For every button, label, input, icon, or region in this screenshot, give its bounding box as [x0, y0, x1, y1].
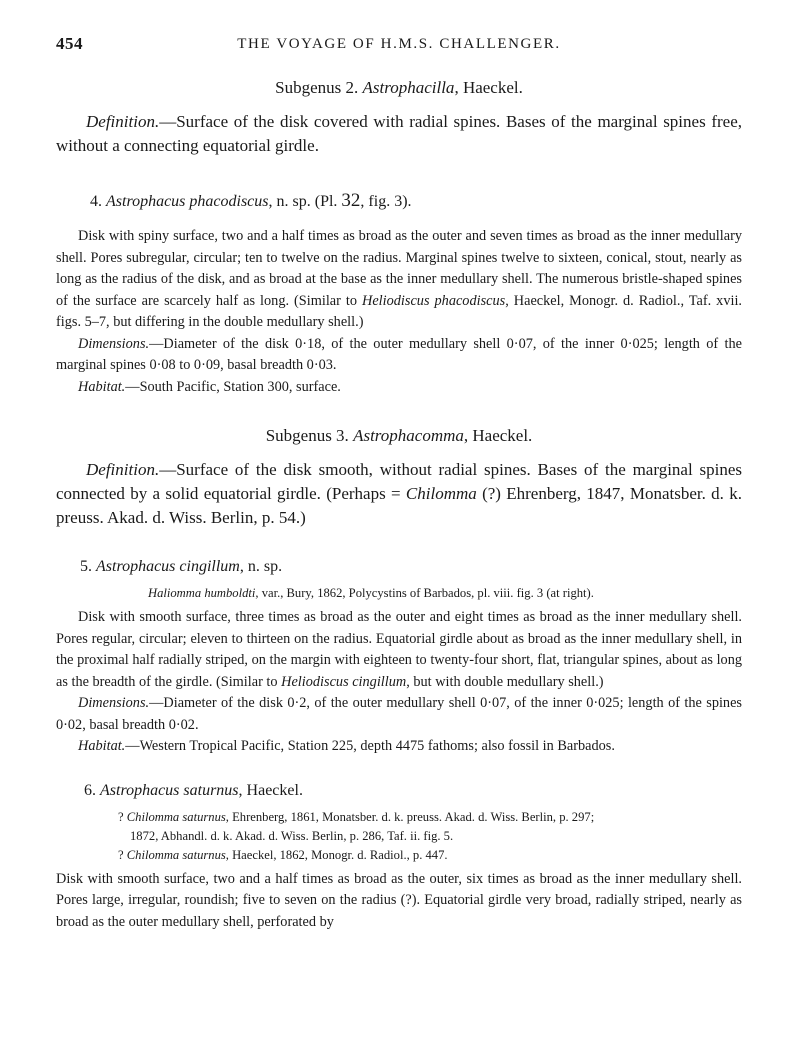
subgenus-2-definition	[56, 110, 742, 158]
species-suffix: , n. sp.	[239, 558, 283, 575]
species-4-body	[56, 226, 742, 398]
species-5-synonymy	[148, 584, 742, 603]
description-text-end: , Haeckel, Monogr. d. Radiol., Taf. xvii. figs. 5–7, but differing in the double medullary shell.)	[56, 292, 742, 330]
dimensions-label: Dimensions.	[78, 695, 150, 711]
description-text-end: , but with double medullary shell.)	[406, 673, 604, 690]
species-number: 6.	[84, 781, 96, 799]
dimensions-text: —Diameter of the disk 0·18, of the outer medullary shell 0·07, of the inner 0·025; length of the marginal spines 0·08 to 0·09, basal breadth 0·03.	[56, 335, 742, 373]
subgenus-2-prefix: Subgenus 2.	[275, 78, 359, 97]
species-6-description: Disk with smooth surface, two and a half times as broad as the outer, six times as broad as the inner medullary shell. Pores large, irregular, roundish; five to seven on the radius (?). Equatorial girdle very broad, radially striped, nearly as broad as the outer medullary shell, perforated by	[56, 870, 742, 930]
habitat-text: —South Pacific, Station 300, surface.	[125, 378, 341, 395]
habitat-label: Habitat.	[78, 378, 126, 395]
page-number: 454	[56, 34, 83, 53]
species-6-synonymy	[118, 808, 742, 865]
definition-text: —Surface of the disk smooth, without radial spines. Bases of the marginal spines connected by a solid equatorial girdle. (Perhaps =	[56, 460, 742, 503]
synonym-name: Chilomma saturnus	[126, 809, 226, 824]
species-number: 4.	[90, 193, 102, 210]
habitat-label: Habitat.	[78, 738, 126, 754]
query-mark: ?	[118, 809, 124, 824]
synonym-entry-2	[118, 846, 742, 865]
species-5-description	[56, 607, 742, 693]
synonym-text: , Ehrenberg, 1861, Monatsber. d. k. preuss. Akad. d. Wiss. Berlin, p. 297;	[225, 809, 595, 824]
habitat-text: —Western Tropical Pacific, Station 225, depth 4475 fathoms; also fossil in Barbados.	[125, 738, 615, 754]
definition-text-end: (?) Ehrenberg, 1847, Monatsber. d. k. preuss. Akad. d. Wiss. Berlin, p. 54.)	[56, 484, 742, 527]
species-5-habitat	[56, 736, 742, 758]
subgenus-3-heading	[56, 426, 742, 446]
page-header	[56, 34, 742, 60]
subgenus-2-author: , Haeckel.	[454, 78, 523, 97]
subgenus-3-definition	[56, 458, 742, 530]
species-4-dimensions	[56, 334, 742, 377]
species-6-body	[56, 869, 742, 934]
synonym-text: , var., Bury, 1862, Polycystins of Barbados, pl. viii. fig. 3 (at right).	[255, 586, 594, 600]
definition-text: —Surface of the disk covered with radial spines. Bases of the marginal spines free, without a connecting equatorial girdle.	[56, 112, 742, 155]
synonym-name: Chilomma saturnus	[126, 847, 226, 862]
figure-ref: , fig. 3).	[360, 193, 412, 210]
species-5-heading	[80, 558, 742, 576]
subgenus-2-name: Astrophacilla	[362, 78, 455, 97]
synonym-entry-1	[118, 808, 742, 827]
species-4-description	[56, 226, 742, 334]
species-suffix: , n. sp. (Pl.	[268, 193, 338, 210]
definition-ref-genus: Chilomma	[405, 484, 477, 503]
synonym-name: Haliomma humboldti	[148, 586, 256, 600]
description-text: Disk with smooth surface, three times as broad as the outer and eight times as broad as the inner medullary shell. Pores regular, circular; eleven to thirteen on the radius. Equatorial girdle about as broad as the inner medullary shell, in the proximal half radially striped, on the margin with eighteen to twenty-four short, flat, triangular spines, about as long as the breadth of the girdle. (Similar to	[56, 609, 742, 690]
subgenus-3-name: Astrophacomma	[353, 426, 464, 445]
dimensions-text: —Diameter of the disk 0·2, of the outer medullary shell 0·07, of the inner 0·025; length of the spines 0·02, basal breadth 0·02.	[56, 695, 742, 733]
plate-number: 32	[341, 190, 361, 211]
species-name: Astrophacus cingillum	[96, 558, 240, 575]
definition-label: Definition.	[86, 460, 160, 479]
species-name: Astrophacus phacodiscus	[106, 193, 269, 210]
synonym-entry-1-continued: 1872, Abhandl. d. k. Akad. d. Wiss. Berlin, p. 286, Taf. ii. fig. 5.	[130, 828, 454, 843]
subgenus-2-heading	[56, 78, 742, 98]
species-name: Astrophacus saturnus	[100, 781, 239, 799]
definition-label: Definition.	[86, 112, 160, 131]
description-text: Disk with spiny surface, two and a half times as broad as the outer and seven times as broad as the inner medullary shell. Pores subregular, circular; ten to twelve on the radius. Marginal spines twelve to sixteen, conical, stout, nearly as long as the radius of the disk, and as broad at the base as the inner medullary shell. The numerous bristle-shaped spines of the surface are scarcely half as long. (Similar to	[56, 228, 742, 309]
species-5-body	[56, 607, 742, 758]
species-number: 5.	[80, 558, 92, 575]
page	[56, 34, 742, 933]
species-6-heading	[84, 782, 742, 800]
species-suffix: , Haeckel.	[238, 781, 303, 799]
dimensions-label: Dimensions.	[78, 335, 150, 352]
synonym-entry	[148, 584, 742, 603]
species-5-dimensions	[56, 693, 742, 736]
species-4-heading	[90, 190, 742, 212]
comparison-species: Heliodiscus cingillum	[281, 673, 407, 690]
synonym-text: , Haeckel, 1862, Monogr. d. Radiol., p. 447.	[225, 847, 448, 862]
query-mark: ?	[118, 847, 124, 862]
subgenus-3-author: , Haeckel.	[463, 426, 533, 445]
running-title: THE VOYAGE OF H.M.S. CHALLENGER.	[237, 36, 561, 52]
subgenus-3-prefix: Subgenus 3.	[265, 426, 349, 445]
species-4-habitat	[56, 377, 742, 399]
comparison-species: Heliodiscus phacodiscus	[362, 292, 506, 309]
